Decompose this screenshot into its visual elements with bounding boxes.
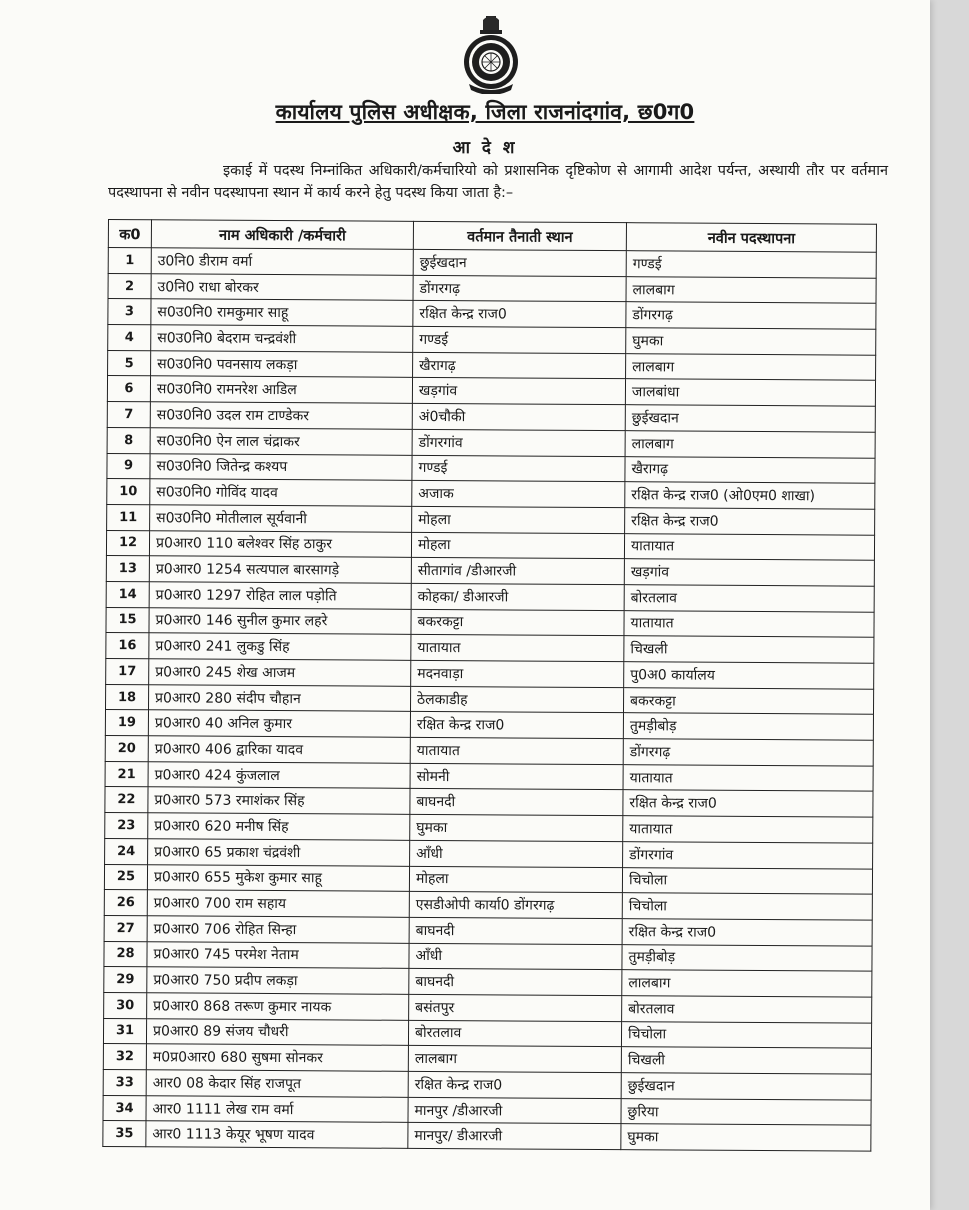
new-posting-cell: खड़गांव bbox=[624, 559, 874, 586]
new-posting-cell: छुईखदान bbox=[621, 1073, 871, 1100]
name-cell: उ0नि0 राधा बोरकर bbox=[151, 273, 413, 300]
serial-cell: 24 bbox=[105, 838, 148, 864]
name-cell: प्र0आर0 1254 सत्यपाल बारसागड़े bbox=[149, 556, 411, 583]
new-posting-cell: चिखली bbox=[621, 1047, 871, 1074]
serial-cell: 30 bbox=[104, 992, 147, 1018]
name-cell: प्र0आर0 745 परमेश नेताम bbox=[147, 941, 409, 968]
serial-cell: 33 bbox=[103, 1069, 146, 1095]
serial-cell: 6 bbox=[107, 376, 150, 402]
column-header-name: नाम अधिकारी /कर्मचारी bbox=[151, 220, 413, 250]
serial-cell: 18 bbox=[106, 684, 149, 710]
column-header-new-posting: नवीन पदस्थापना bbox=[626, 223, 876, 253]
new-posting-cell: यातायात bbox=[623, 816, 873, 843]
serial-cell: 16 bbox=[106, 633, 149, 659]
current-posting-cell: बाघनदी bbox=[409, 969, 622, 996]
new-posting-cell: रक्षित केन्द्र राज0 bbox=[625, 508, 875, 535]
order-heading: आ दे श bbox=[452, 138, 518, 158]
serial-cell: 12 bbox=[106, 530, 149, 556]
current-posting-cell: रक्षित केन्द्र राज0 bbox=[413, 301, 626, 328]
name-cell: प्र0आर0 146 सुनील कुमार लहरे bbox=[149, 607, 411, 634]
name-cell: म0प्र0आर0 680 सुषमा सोनकर bbox=[146, 1044, 408, 1071]
current-posting-cell: रक्षित केन्द्र राज0 bbox=[408, 1071, 621, 1098]
serial-cell: 2 bbox=[108, 273, 151, 299]
serial-cell: 5 bbox=[108, 350, 151, 376]
serial-cell: 32 bbox=[103, 1044, 146, 1070]
new-posting-cell: छुईखदान bbox=[625, 405, 875, 432]
name-cell: प्र0आर0 89 संजय चौधरी bbox=[146, 1018, 408, 1045]
name-cell: प्र0आर0 110 बलेश्वर सिंह ठाकुर bbox=[149, 530, 411, 557]
name-cell: प्र0आर0 241 लुकडु सिंह bbox=[149, 633, 411, 660]
new-posting-cell: डोंगरगढ़ bbox=[623, 739, 873, 766]
current-posting-cell: अं0चौकी bbox=[412, 403, 625, 430]
serial-cell: 10 bbox=[107, 479, 150, 505]
new-posting-cell: बकरकट्टा bbox=[623, 687, 873, 714]
current-posting-cell: आँधी bbox=[409, 943, 622, 970]
new-posting-cell: बोरतलाव bbox=[624, 585, 874, 612]
serial-cell: 7 bbox=[107, 402, 150, 428]
name-cell: प्र0आर0 65 प्रकाश चंद्रवंशी bbox=[148, 839, 410, 866]
name-cell: स0उ0नि0 रामनरेश आडिल bbox=[150, 376, 412, 403]
serial-cell: 28 bbox=[104, 941, 147, 967]
new-posting-cell: तुमड़ीबोड़ bbox=[623, 713, 873, 740]
table-row bbox=[103, 1121, 871, 1151]
serial-cell: 25 bbox=[104, 864, 147, 890]
current-posting-cell: यातायात bbox=[411, 635, 624, 662]
name-cell: आर0 1111 लेख राम वर्मा bbox=[146, 1095, 408, 1122]
name-cell: स0उ0नि0 जितेन्द्र कश्यप bbox=[150, 453, 412, 480]
serial-cell: 21 bbox=[105, 761, 148, 787]
office-title: कार्यालय पुलिस अधीक्षक, जिला राजनांदगांव, छ0ग0 bbox=[275, 100, 695, 124]
intro-paragraph: इकाई में पदस्थ निम्नांकित अधिकारी/कर्मचारियो को प्रशासनिक दृष्टिकोण से आगामी आदेश पर्यन्त, अस्थायी तौर पर वर्तमान पदस्थापना से नवीन पदस्थापना स्थान में कार्य करने हेतु पदस्थ किया जाता है:– bbox=[108, 163, 888, 201]
serial-cell: 14 bbox=[106, 581, 149, 607]
serial-cell: 27 bbox=[104, 915, 147, 941]
new-posting-cell: यातायात bbox=[624, 610, 874, 637]
current-posting-cell: सोमनी bbox=[410, 763, 623, 790]
transfer-table bbox=[102, 219, 877, 1152]
serial-cell: 20 bbox=[105, 736, 148, 762]
serial-cell: 1 bbox=[108, 248, 151, 274]
serial-cell: 35 bbox=[103, 1121, 146, 1147]
current-posting-cell: मोहला bbox=[409, 866, 622, 893]
current-posting-cell: यातायात bbox=[410, 737, 623, 764]
name-cell: प्र0आर0 655 मुकेश कुमार साहू bbox=[147, 864, 409, 891]
name-cell: स0उ0नि0 ऐन लाल चंद्राकर bbox=[150, 428, 412, 455]
current-posting-cell: मानपुर/ डीआरजी bbox=[408, 1123, 621, 1150]
serial-cell: 22 bbox=[105, 787, 148, 813]
name-cell: स0उ0नि0 पवनसाय लकड़ा bbox=[151, 351, 413, 378]
name-cell: प्र0आर0 868 तरूण कुमार नायक bbox=[147, 993, 409, 1020]
current-posting-cell: सीतागांव /डीआरजी bbox=[411, 558, 624, 585]
current-posting-cell: छुईखदान bbox=[413, 249, 626, 276]
current-posting-cell: रक्षित केन्द्र राज0 bbox=[410, 712, 623, 739]
name-cell: प्र0आर0 245 शेख आजम bbox=[149, 659, 411, 686]
serial-cell: 8 bbox=[107, 427, 150, 453]
name-cell: स0उ0नि0 रामकुमार साहू bbox=[151, 299, 413, 326]
name-cell: स0उ0नि0 बेदराम चन्द्रवंशी bbox=[151, 325, 413, 352]
name-cell: प्र0आर0 424 कुंजलाल bbox=[148, 762, 410, 789]
current-posting-cell: बसंतपुर bbox=[409, 994, 622, 1021]
name-cell: प्र0आर0 706 रोहित सिन्हा bbox=[147, 916, 409, 943]
new-posting-cell: रक्षित केन्द्र राज0 bbox=[623, 790, 873, 817]
name-cell: प्र0आर0 40 अनिल कुमार bbox=[148, 710, 410, 737]
new-posting-cell: लालबाग bbox=[626, 353, 876, 380]
new-posting-cell: लालबाग bbox=[626, 276, 876, 303]
new-posting-cell: चिचोला bbox=[622, 867, 872, 894]
serial-cell: 17 bbox=[106, 658, 149, 684]
name-cell: स0उ0नि0 गोविंद यादव bbox=[150, 479, 412, 506]
name-cell: स0उ0नि0 मोतीलाल सूर्यवानी bbox=[150, 505, 412, 532]
name-cell: उ0नि0 डीराम वर्मा bbox=[151, 248, 413, 275]
current-posting-cell: खड़गांव bbox=[412, 378, 625, 405]
current-posting-cell: मोहला bbox=[411, 532, 624, 559]
new-posting-cell: पु0अ0 कार्यालय bbox=[624, 662, 874, 689]
new-posting-cell: लालबाग bbox=[625, 430, 875, 457]
current-posting-cell: एसडीओपी कार्या0 डोंगरगढ़ bbox=[409, 892, 622, 919]
new-posting-cell: चिचोला bbox=[621, 1021, 871, 1048]
serial-cell: 3 bbox=[108, 299, 151, 325]
name-cell: प्र0आर0 406 द्वारिका यादव bbox=[148, 736, 410, 763]
new-posting-cell: तुमड़ीबोड़ bbox=[622, 944, 872, 971]
new-posting-cell: चिखली bbox=[624, 636, 874, 663]
current-posting-cell: बकरकट्टा bbox=[411, 609, 624, 636]
current-posting-cell: गण्डई bbox=[413, 326, 626, 353]
current-posting-cell: अजाक bbox=[412, 481, 625, 508]
new-posting-cell: जालबांधा bbox=[625, 379, 875, 406]
name-cell: प्र0आर0 280 संदीप चौहान bbox=[149, 684, 411, 711]
new-posting-cell: बोरतलाव bbox=[622, 996, 872, 1023]
new-posting-cell: घुमका bbox=[621, 1124, 871, 1151]
serial-cell: 23 bbox=[105, 813, 148, 839]
serial-cell: 26 bbox=[104, 890, 147, 916]
serial-cell: 19 bbox=[105, 710, 148, 736]
new-posting-cell: घुमका bbox=[626, 328, 876, 355]
new-posting-cell: डोंगरगढ़ bbox=[626, 302, 876, 329]
new-posting-cell: लालबाग bbox=[622, 970, 872, 997]
police-emblem-icon bbox=[455, 14, 527, 94]
current-posting-cell: ठेलकाडीह bbox=[410, 686, 623, 713]
serial-cell: 11 bbox=[107, 504, 150, 530]
new-posting-cell: यातायात bbox=[623, 764, 873, 791]
current-posting-cell: मोहला bbox=[412, 506, 625, 533]
current-posting-cell: गण्डई bbox=[412, 455, 625, 482]
name-cell: प्र0आर0 1297 रोहित लाल पड़ोति bbox=[149, 582, 411, 609]
name-cell: प्र0आर0 620 मनीष सिंह bbox=[148, 813, 410, 840]
new-posting-cell: रक्षित केन्द्र राज0 (ओ0एम0 शाखा) bbox=[625, 482, 875, 509]
current-posting-cell: मानपुर /डीआरजी bbox=[408, 1097, 621, 1124]
column-header-serial: क0 bbox=[108, 220, 151, 248]
current-posting-cell: बोरतलाव bbox=[408, 1020, 621, 1047]
serial-cell: 29 bbox=[104, 967, 147, 993]
new-posting-cell: रक्षित केन्द्र राज0 bbox=[622, 919, 872, 946]
name-cell: प्र0आर0 750 प्रदीप लकड़ा bbox=[147, 967, 409, 994]
new-posting-cell: डोंगरगांव bbox=[623, 841, 873, 868]
serial-cell: 15 bbox=[106, 607, 149, 633]
serial-cell: 34 bbox=[103, 1095, 146, 1121]
name-cell: स0उ0नि0 उदल राम टाण्डेकर bbox=[150, 402, 412, 429]
serial-cell: 9 bbox=[107, 453, 150, 479]
new-posting-cell: खैरागढ़ bbox=[625, 456, 875, 483]
current-posting-cell: कोहका/ डीआरजी bbox=[411, 583, 624, 610]
name-cell: प्र0आर0 573 रमाशंकर सिंह bbox=[148, 787, 410, 814]
current-posting-cell: आँधी bbox=[410, 840, 623, 867]
name-cell: प्र0आर0 700 राम सहाय bbox=[147, 890, 409, 917]
new-posting-cell: चिचोला bbox=[622, 893, 872, 920]
name-cell: आर0 1113 केयूर भूषण यादव bbox=[146, 1121, 408, 1148]
current-posting-cell: बाघनदी bbox=[409, 917, 622, 944]
new-posting-cell: छुरिया bbox=[621, 1098, 871, 1125]
name-cell: आर0 08 केदार सिंह राजपूत bbox=[146, 1070, 408, 1097]
new-posting-cell: गण्डई bbox=[626, 251, 876, 278]
serial-cell: 31 bbox=[103, 1018, 146, 1044]
current-posting-cell: बाघनदी bbox=[410, 789, 623, 816]
current-posting-cell: मदनवाड़ा bbox=[411, 660, 624, 687]
current-posting-cell: लालबाग bbox=[408, 1046, 621, 1073]
current-posting-cell: घुमका bbox=[410, 814, 623, 841]
new-posting-cell: यातायात bbox=[624, 533, 874, 560]
current-posting-cell: खैरागढ़ bbox=[413, 352, 626, 379]
current-posting-cell: डोंगरगांव bbox=[412, 429, 625, 456]
serial-cell: 13 bbox=[106, 556, 149, 582]
serial-cell: 4 bbox=[108, 325, 151, 351]
current-posting-cell: डोंगरगढ़ bbox=[413, 275, 626, 302]
column-header-current-posting: वर्तमान तैनाती स्थान bbox=[413, 221, 626, 250]
